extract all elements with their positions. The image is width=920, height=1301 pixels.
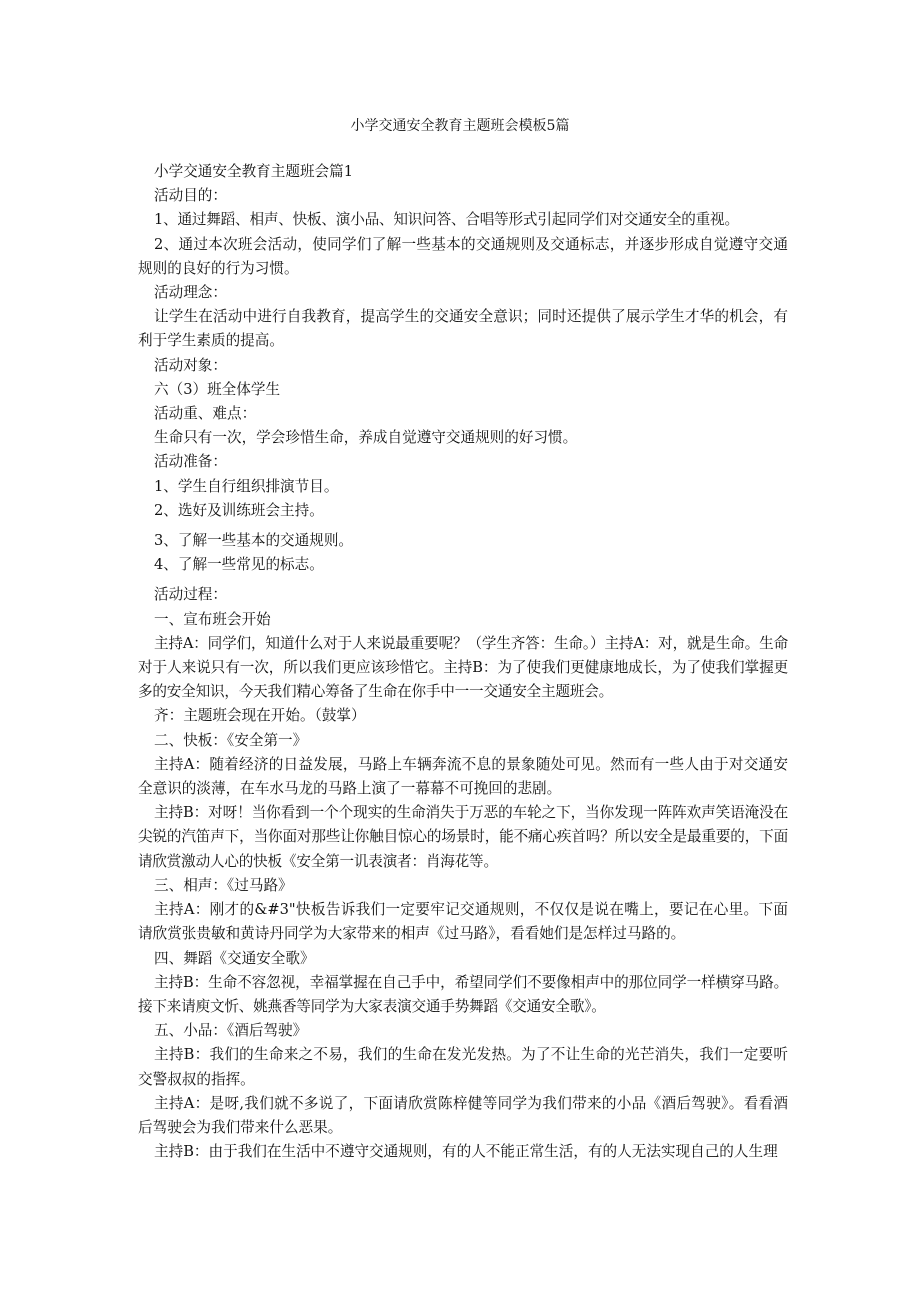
paragraph: 五、小品：《酒后驾驶》 [154,1022,308,1040]
paragraph: 2、通过本次班会活动，使同学们了解一些基本的交通规则及交通标志，并逐步形成自觉遵守交通规则的良好的行为习惯。 [138,235,788,277]
paragraph: 1、学生自行组织排演节目。 [154,477,339,495]
paragraph: 三、相声：《过马路》 [154,876,293,894]
paragraph: 一、宣布班会开始 [154,610,271,628]
paragraph: 活动理念： [154,284,227,302]
paragraph: 主持A：是呀,我们就不多说了，下面请欣赏陈梓健等同学为我们带来的小品《酒后驾驶》。看看酒后驾驶会为我们带来什么恶果。 [138,1094,788,1136]
paragraph: 活动过程： [154,586,227,604]
paragraph: 主持A：刚才的&#3"快板告诉我们一定要牢记交通规则，不仅仅是说在嘴上，要记在心里。下面请欣赏张贵敏和黄诗丹同学为大家带来的相声《过马路》，看看她们是怎样过马路的。 [138,901,788,943]
paragraph: 2、选好及训练班会主持。 [154,501,324,519]
paragraph: 生命只有一次，学会珍惜生命，养成自觉遵守交通规则的好习惯。 [154,429,578,447]
paragraph: 主持B：我们的生命来之不易，我们的生命在发光发热。为了不让生命的光芒消失，我们一定要听交警叔叔的指挥。 [138,1046,788,1088]
paragraph: 活动目的： [154,187,227,205]
paragraph: 活动对象： [154,356,227,374]
paragraph: 活动准备： [154,453,227,471]
paragraph: 主持A：随着经济的日益发展，马路上车辆奔流不息的景象随处可见。然而有一些人由于对交通安全意识的淡薄，在车水马龙的马路上演了一幕幕不可挽回的悲剧。 [138,755,788,798]
paragraph: 4、了解一些常见的标志。 [154,556,324,574]
paragraph: 主持B：对呀！当你看到一个个现实的生命消失于万恶的车轮之下，当你发现一阵阵欢声笑语淹没在尖锐的汽笛声下，当你面对那些让你触目惊心的场景时，能不痛心疾首吗？所以安全是最重要的，下面请欣赏激动人心的快板《安全第一讥表演者：肖海花等。 [138,804,788,870]
paragraph: 六（3）班全体学生 [154,380,281,398]
paragraph: 主持A：同学们，知道什么对于人来说最重要呢？（学生齐答：生命。）主持A：对，就是生命。生命对于人来说只有一次，所以我们更应该珍惜它。主持B：为了使我们更健康地成长，为了使我们掌握更多的安全知识，今天我们精心筹备了生命在你手中一一交通安全主题班会。 [138,634,788,701]
paragraph: 主持B：生命不容忽视，幸福掌握在自己手中，希望同学们不要像相声中的那位同学一样横穿马路。接下来请庾文忻、姚燕香等同学为大家表演交通手势舞蹈《交通安全歌》。 [138,973,788,1015]
paragraph: 主持B：由于我们在生活中不遵守交通规则，有的人不能正常生活，有的人无法实现自己的人生理 [154,1143,778,1161]
document-title: 小学交通安全教育主题班会模板5篇 [350,118,570,134]
paragraph: 齐：主题班会现在开始。（鼓掌） [154,707,366,725]
paragraph: 二、快板：《安全第一》 [154,731,308,749]
section-heading: 小学交通安全教育主题班会篇1 [154,163,354,180]
paragraph: 让学生在活动中进行自我教育，提高学生的交通安全意识；同时还提供了展示学生才华的机会，有利于学生素质的提高。 [138,308,788,350]
paragraph: 活动重、难点： [154,405,257,423]
paragraph: 1、通过舞蹈、相声、快板、演小品、知识问答、合唱等形式引起同学们对交通安全的重视。 [154,211,739,229]
document-body [138,160,788,1164]
paragraph: 四、舞蹈《交通安全歌》 [154,949,315,967]
paragraph: 3、了解一些基本的交通规则。 [154,532,354,550]
